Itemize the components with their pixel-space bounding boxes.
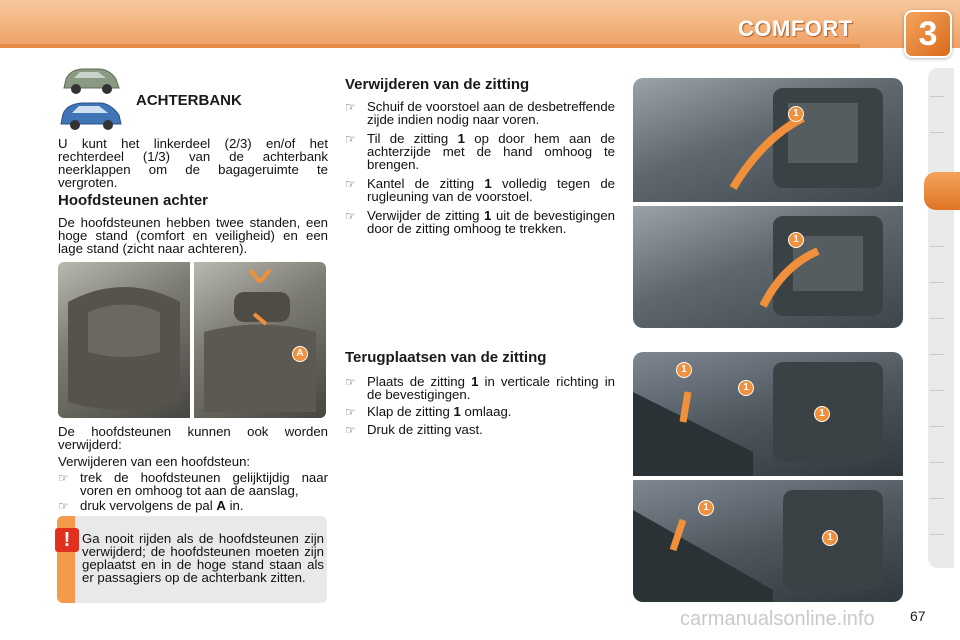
callout-label-1: 1	[676, 362, 692, 378]
tab-marker[interactable]	[930, 132, 944, 133]
pointing-hand-icon: ☞	[345, 100, 356, 114]
remove-seat-heading: Verwijderen van de zitting	[345, 76, 530, 93]
pointing-hand-icon: ☞	[345, 375, 356, 389]
tab-marker[interactable]	[930, 462, 944, 463]
tab-marker[interactable]	[930, 390, 944, 391]
pointing-hand-icon: ☞	[345, 177, 356, 191]
list-item: ☞ Verwijder de zitting 1 uit de bevestigingen door de zitting omhoog te trekken.	[345, 208, 616, 236]
list-item: ☞ Plaats de zitting 1 in verticale richting in de bevestigingen.	[345, 374, 615, 402]
pointing-hand-icon: ☞	[345, 423, 356, 437]
callout-label-1: 1	[822, 530, 838, 546]
header-rule	[0, 44, 860, 48]
tab-marker[interactable]	[930, 498, 944, 499]
headrests-paragraph: De hoofdsteunen hebben twee standen, een hoge stand (comfort en veiligheid) en een lage stand (zicht naar achteren).	[58, 215, 328, 256]
list-item: ☞ Kantel de zitting 1 volledig tegen de rugleuning van de voorstoel.	[345, 176, 615, 204]
pointing-hand-icon: ☞	[58, 499, 69, 513]
pointing-hand-icon: ☞	[58, 471, 69, 485]
tab-marker[interactable]	[930, 318, 944, 319]
callout-label-1: 1	[788, 106, 804, 122]
callout-label-1: 1	[738, 380, 754, 396]
tab-marker[interactable]	[930, 96, 944, 97]
replace-seat-photo-1	[633, 352, 903, 476]
pointing-hand-icon: ☞	[345, 132, 356, 146]
list-item: ☞ druk vervolgens de pal A in.	[58, 498, 244, 513]
replace-seat-list	[345, 375, 615, 437]
tab-marker[interactable]	[930, 534, 944, 535]
callout-label-a: A	[292, 346, 308, 362]
page-number: 67	[910, 608, 926, 624]
list-item: ☞ Klap de zitting 1 omlaag.	[345, 404, 512, 419]
intro-paragraph: U kunt het linkerdeel (2/3) en/of het rechterdeel (1/3) van de achterbank neerklappen om de bagageruimte te vergroten.	[58, 136, 328, 190]
list-item: ☞ trek de hoofdsteunen gelijktijdig naar voren en omhoog tot aan de aanslag,	[58, 470, 328, 498]
warning-icon: !	[55, 528, 79, 552]
tab-active-chapter[interactable]	[924, 172, 960, 210]
chapter-title: COMFORT	[738, 16, 853, 41]
warning-text: Ga nooit rijden als de hoofdsteunen zijn verwijderd; de hoofdsteunen moeten zijn geplaatst en in de hoge stand staan als er passagiers op de achterbank zitten.	[82, 531, 324, 585]
list-item: ☞ Til de zitting 1 op door hem aan de achterzijde met de hand omhoog te brengen.	[345, 131, 616, 172]
remove-seat-list	[345, 100, 615, 235]
pointing-hand-icon: ☞	[345, 405, 356, 419]
callout-label-1: 1	[788, 232, 804, 248]
list-item: ☞ Schuif de voorstoel aan de desbetreffende zijde indien nodig naar voren.	[345, 99, 615, 127]
headrests-heading: Hoofdsteunen achter	[58, 192, 209, 209]
list-item: ☞ Druk de zitting vast.	[345, 422, 483, 437]
callout-label-1: 1	[698, 500, 714, 516]
tab-marker[interactable]	[930, 282, 944, 283]
section-title: ACHTERBANK	[136, 92, 242, 109]
remove-seat-photo-1	[633, 78, 903, 202]
headrest-photo-right	[194, 262, 326, 418]
chapter-number-badge: 3	[904, 10, 952, 58]
remove-seat-photo-2	[633, 206, 903, 328]
replace-seat-photo-2	[633, 480, 903, 602]
callout-label-1: 1	[814, 406, 830, 422]
tab-marker[interactable]	[930, 354, 944, 355]
car-silhouette-icon	[58, 98, 124, 134]
watermark: carmanualsonline.info	[680, 608, 875, 630]
tab-marker[interactable]	[930, 426, 944, 427]
remove-intro: Verwijderen van een hoofdsteun:	[58, 454, 251, 469]
pointing-hand-icon: ☞	[345, 209, 356, 223]
tab-marker[interactable]	[930, 246, 944, 247]
headrest-photo-left	[58, 262, 190, 418]
car-silhouette-icon	[60, 64, 122, 98]
remove-paragraph: De hoofdsteunen kunnen ook worden verwijderd:	[58, 424, 328, 452]
replace-seat-heading: Terugplaatsen van de zitting	[345, 349, 547, 366]
